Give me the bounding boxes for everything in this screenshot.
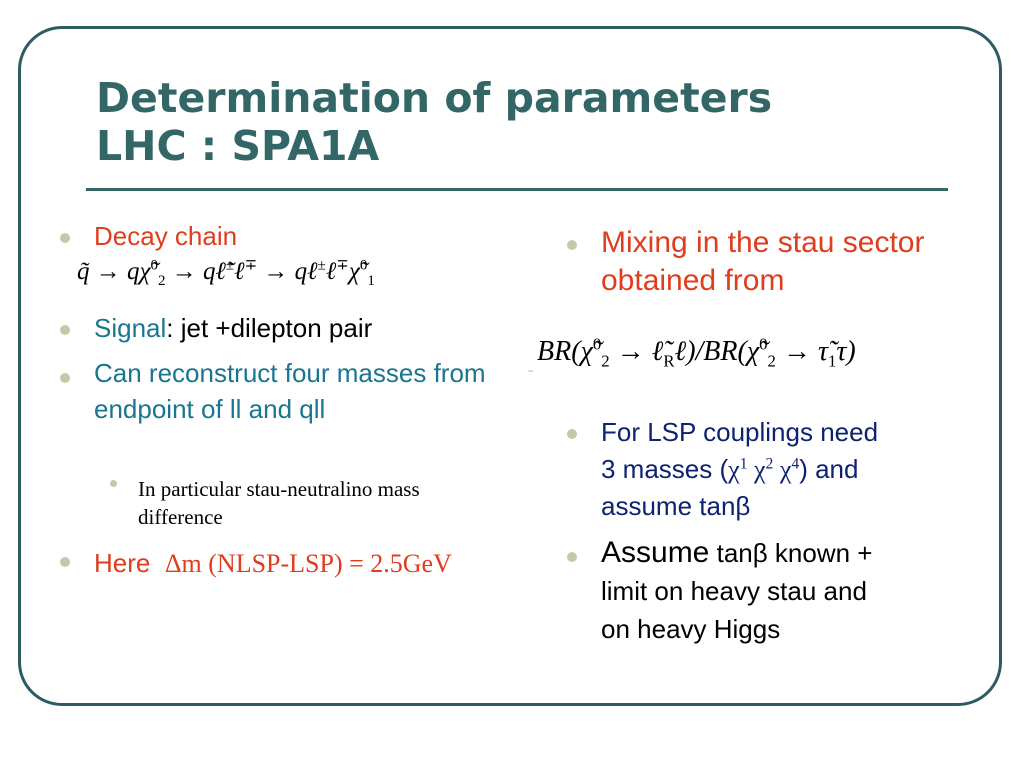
- chi-index: 4: [791, 455, 800, 473]
- formula-sup: 0: [150, 257, 158, 274]
- bullet-dot: [60, 373, 70, 383]
- sub-bullet-text: In particular stau-neutralino mass difference: [138, 477, 420, 529]
- formula-sub: 2: [158, 273, 166, 289]
- br-formula: [537, 334, 856, 371]
- here-item: [94, 545, 494, 582]
- title-line-1: Determination of parameters: [96, 74, 773, 122]
- bullet-dot: [567, 240, 577, 250]
- formula-lepton: ℓ: [234, 258, 245, 285]
- assume-line-1: [601, 534, 991, 572]
- chi-index: 2: [765, 455, 774, 473]
- reconstruct-item: Can reconstruct four masses from endpoint of ll and qll: [94, 358, 486, 424]
- formula-neutralino: χ̃: [139, 258, 151, 285]
- br-sub: R: [663, 351, 675, 371]
- bullet-dot: [567, 429, 577, 439]
- formula-sup: ±: [225, 257, 235, 274]
- br-stau: τ̃: [817, 336, 828, 367]
- here-rest: Δm (NLSP-LSP) = 2.5GeV: [164, 549, 452, 578]
- title-line-2: LHC : SPA1A: [96, 122, 380, 170]
- br-arrow: →: [609, 336, 652, 367]
- here-word: Here: [94, 548, 151, 578]
- title-underline: [86, 188, 948, 191]
- decay-chain-formula: [77, 257, 375, 289]
- formula-arrow: →: [95, 258, 121, 285]
- bullet-dot: [60, 557, 70, 567]
- br-close: ): [846, 336, 856, 367]
- signal-item: [94, 313, 372, 344]
- formula-q: q: [127, 258, 140, 285]
- br-slepton: ℓ̃: [651, 336, 664, 367]
- signal-rest: : jet +dilepton pair: [166, 313, 373, 343]
- sub-bullet-dot: [110, 480, 117, 487]
- mixing-item: Mixing in the stau sector obtained from: [601, 226, 925, 297]
- bullet-dot: [567, 552, 577, 562]
- masses-list: [728, 455, 799, 484]
- formula-slepton: ℓ̃: [215, 258, 226, 285]
- signal-word: Signal: [94, 313, 167, 343]
- formula-sup: 0: [359, 257, 368, 274]
- chi-index: 1: [739, 455, 748, 473]
- lsp-line-2-post: ) and: [799, 454, 859, 484]
- br-neutralino: χ̃: [580, 336, 593, 367]
- br-sup: 0: [759, 334, 768, 354]
- formula-sup: ±: [317, 257, 326, 274]
- bullet-dot: [60, 325, 70, 335]
- br-divider: )/BR(: [686, 336, 747, 367]
- lsp-item: [601, 414, 991, 525]
- formula-neutralino: χ̃: [348, 258, 360, 285]
- formula-lepton: ℓ: [307, 258, 318, 285]
- br-arrow: →: [775, 336, 818, 367]
- chi-symbol: χ: [728, 455, 740, 484]
- br-sub: 2: [767, 351, 776, 371]
- br-sub: 1: [827, 351, 837, 371]
- lsp-line-2: [601, 451, 991, 488]
- formula-q: q: [294, 258, 308, 285]
- assume-line-3: on heavy Higgs: [601, 614, 781, 644]
- formula-q: q: [203, 258, 216, 285]
- chi-symbol: χ: [754, 455, 766, 484]
- formula-lepton: ℓ: [325, 258, 337, 285]
- lsp-line-2-pre: 3 masses (: [601, 454, 729, 484]
- formula-sub: 1: [367, 273, 375, 289]
- assume-line-2: limit on heavy stau and: [601, 576, 867, 606]
- br-tau: τ: [836, 336, 847, 367]
- decay-chain-label: Decay chain: [94, 221, 238, 251]
- assume-item: [601, 534, 991, 648]
- stray-mark: ~: [528, 366, 534, 376]
- br-text: BR(: [537, 336, 581, 367]
- chi-symbol: χ: [779, 455, 792, 484]
- bullet-dot: [60, 233, 70, 243]
- formula-arrow: →: [263, 258, 289, 285]
- assume-line-1-rest: tanβ known +: [709, 538, 873, 568]
- slide-title: [96, 74, 772, 170]
- assume-word: Assume: [601, 536, 710, 569]
- formula-sup: ∓: [336, 257, 349, 274]
- br-neutralino: χ̃: [746, 336, 760, 367]
- formula-squark: q̃: [77, 258, 90, 285]
- br-sub: 2: [601, 351, 610, 371]
- lsp-line-1: For LSP couplings need: [601, 417, 879, 447]
- formula-sup: ∓: [244, 257, 258, 274]
- lsp-line-3: assume tanβ: [601, 491, 751, 521]
- br-lepton: ℓ: [674, 336, 687, 367]
- formula-arrow: →: [171, 258, 197, 285]
- br-sup: 0: [592, 334, 602, 354]
